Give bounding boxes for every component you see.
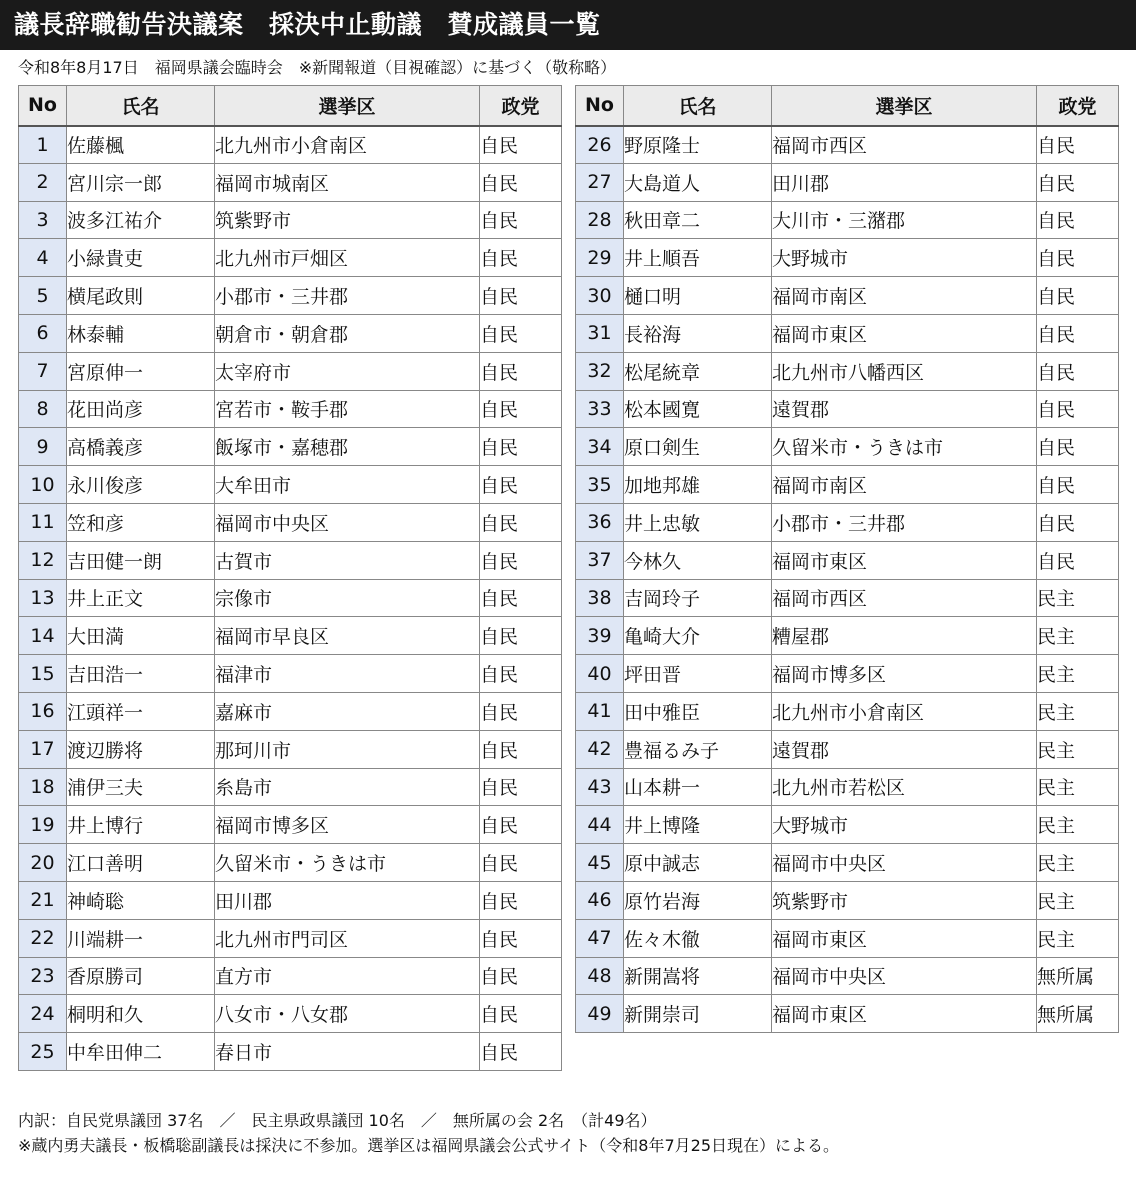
table-row (19, 844, 562, 882)
member-name: 宮原伸一 (67, 352, 215, 390)
member-name: 小緑貴吏 (67, 239, 215, 277)
member-party: 自民 (480, 428, 562, 466)
member-name: 江口善明 (67, 844, 215, 882)
member-district: 北九州市若松区 (772, 768, 1037, 806)
member-party: 自民 (480, 503, 562, 541)
page-title: 議長辞職勧告決議案 採決中止動議 賛成議員一覧 (0, 0, 1136, 50)
column-header-party: 政党 (480, 86, 562, 126)
table-row (19, 201, 562, 239)
member-district: 宗像市 (215, 579, 480, 617)
member-district: 大川市・三潴郡 (772, 201, 1037, 239)
member-number: 39 (576, 617, 624, 655)
member-district: 福岡市中央区 (772, 844, 1037, 882)
member-party: 民主 (1037, 617, 1119, 655)
member-name: 佐藤楓 (67, 126, 215, 164)
member-number: 40 (576, 655, 624, 693)
member-number: 32 (576, 352, 624, 390)
table-row (576, 768, 1119, 806)
member-district: 宮若市・鞍手郡 (215, 390, 480, 428)
table-row (19, 730, 562, 768)
member-party: 自民 (480, 352, 562, 390)
column-header-name: 氏名 (67, 86, 215, 126)
member-district: 福岡市東区 (772, 995, 1037, 1033)
member-party: 民主 (1037, 806, 1119, 844)
table-row (19, 314, 562, 352)
member-party: 自民 (480, 1033, 562, 1071)
member-number: 46 (576, 881, 624, 919)
member-district: 北九州市小倉南区 (215, 126, 480, 164)
table-row (576, 844, 1119, 882)
member-name: 秋田章二 (624, 201, 772, 239)
table-row (19, 1033, 562, 1071)
member-district: 久留米市・うきは市 (772, 428, 1037, 466)
member-number: 33 (576, 390, 624, 428)
member-number: 7 (19, 352, 67, 390)
member-district: 福岡市西区 (772, 126, 1037, 164)
member-party: 自民 (480, 579, 562, 617)
table-row (576, 806, 1119, 844)
member-name: 井上順吾 (624, 239, 772, 277)
member-name: 亀崎大介 (624, 617, 772, 655)
member-number: 9 (19, 428, 67, 466)
member-name: 波多江祐介 (67, 201, 215, 239)
table-row (19, 466, 562, 504)
member-party: 自民 (480, 768, 562, 806)
member-district: 福岡市博多区 (772, 655, 1037, 693)
table-row (19, 277, 562, 315)
table-row (19, 995, 562, 1033)
member-name: 神崎聡 (67, 881, 215, 919)
member-number: 28 (576, 201, 624, 239)
member-number: 1 (19, 126, 67, 164)
roster-table-left (18, 85, 562, 1071)
member-name: 吉岡玲子 (624, 579, 772, 617)
member-name: 坪田晋 (624, 655, 772, 693)
member-name: 原竹岩海 (624, 881, 772, 919)
table-row (576, 579, 1119, 617)
member-number: 21 (19, 881, 67, 919)
member-number: 20 (19, 844, 67, 882)
member-name: 新開崇司 (624, 995, 772, 1033)
member-name: 樋口明 (624, 277, 772, 315)
column-header-district: 選挙区 (772, 86, 1037, 126)
footer-breakdown: 内訳：自民党県議団 37名 ／ 民主県政県議団 10名 ／ 無所属の会 2名 （計49名） (18, 1111, 657, 1130)
member-name: 今林久 (624, 541, 772, 579)
table-row (19, 579, 562, 617)
table-row (576, 995, 1119, 1033)
member-number: 37 (576, 541, 624, 579)
table-row (576, 503, 1119, 541)
table-row (19, 541, 562, 579)
member-district: 大野城市 (772, 239, 1037, 277)
member-district: 太宰府市 (215, 352, 480, 390)
table-row (19, 503, 562, 541)
column-header-name: 氏名 (624, 86, 772, 126)
member-name: 井上博隆 (624, 806, 772, 844)
member-number: 44 (576, 806, 624, 844)
member-name: 香原勝司 (67, 957, 215, 995)
table-row (19, 768, 562, 806)
member-party: 自民 (1037, 466, 1119, 504)
member-number: 45 (576, 844, 624, 882)
member-number: 24 (19, 995, 67, 1033)
member-number: 17 (19, 730, 67, 768)
member-number: 4 (19, 239, 67, 277)
table-row (576, 655, 1119, 693)
member-party: 自民 (480, 126, 562, 164)
page-subtitle: 令和8年8月17日 福岡県議会臨時会 ※新聞報道（目視確認）に基づく（敬称略） (18, 58, 617, 77)
member-party: 自民 (480, 995, 562, 1033)
table-row (576, 163, 1119, 201)
member-district: 福岡市南区 (772, 277, 1037, 315)
member-number: 27 (576, 163, 624, 201)
table-row (19, 692, 562, 730)
member-name: 大田満 (67, 617, 215, 655)
member-district: 古賀市 (215, 541, 480, 579)
member-district: 福岡市東区 (772, 919, 1037, 957)
member-name: 山本耕一 (624, 768, 772, 806)
member-number: 2 (19, 163, 67, 201)
member-party: 自民 (1037, 541, 1119, 579)
member-party: 自民 (1037, 163, 1119, 201)
member-number: 26 (576, 126, 624, 164)
member-number: 43 (576, 768, 624, 806)
member-name: 井上博行 (67, 806, 215, 844)
member-district: 糸島市 (215, 768, 480, 806)
member-name: 横尾政則 (67, 277, 215, 315)
member-district: 福岡市城南区 (215, 163, 480, 201)
table-row (576, 730, 1119, 768)
member-number: 49 (576, 995, 624, 1033)
member-name: 長裕海 (624, 314, 772, 352)
member-number: 14 (19, 617, 67, 655)
member-party: 自民 (480, 806, 562, 844)
member-district: 福津市 (215, 655, 480, 693)
member-number: 42 (576, 730, 624, 768)
member-district: 糟屋郡 (772, 617, 1037, 655)
member-party: 自民 (1037, 428, 1119, 466)
member-party: 民主 (1037, 692, 1119, 730)
table-row (576, 126, 1119, 164)
member-district: 那珂川市 (215, 730, 480, 768)
member-number: 19 (19, 806, 67, 844)
member-district: 春日市 (215, 1033, 480, 1071)
member-party: 自民 (480, 919, 562, 957)
member-party: 民主 (1037, 881, 1119, 919)
member-number: 25 (19, 1033, 67, 1071)
table-row (19, 352, 562, 390)
table-row (576, 314, 1119, 352)
member-name: 吉田健一朗 (67, 541, 215, 579)
member-district: 八女市・八女郡 (215, 995, 480, 1033)
member-name: 加地邦雄 (624, 466, 772, 504)
member-name: 浦伊三夫 (67, 768, 215, 806)
table-row (19, 163, 562, 201)
member-number: 5 (19, 277, 67, 315)
table-row (19, 919, 562, 957)
table-header-row (576, 86, 1119, 126)
member-name: 野原隆士 (624, 126, 772, 164)
member-name: 原中誠志 (624, 844, 772, 882)
member-number: 35 (576, 466, 624, 504)
member-number: 41 (576, 692, 624, 730)
member-number: 15 (19, 655, 67, 693)
member-party: 民主 (1037, 768, 1119, 806)
member-district: 小郡市・三井郡 (215, 277, 480, 315)
member-party: 自民 (480, 730, 562, 768)
member-name: 井上正文 (67, 579, 215, 617)
column-header-district: 選挙区 (215, 86, 480, 126)
member-district: 飯塚市・嘉穂郡 (215, 428, 480, 466)
member-district: 筑紫野市 (772, 881, 1037, 919)
member-district: 福岡市東区 (772, 541, 1037, 579)
column-header-party: 政党 (1037, 86, 1119, 126)
member-district: 大野城市 (772, 806, 1037, 844)
member-party: 自民 (480, 239, 562, 277)
member-name: 吉田浩一 (67, 655, 215, 693)
member-name: 川端耕一 (67, 919, 215, 957)
member-name: 花田尚彦 (67, 390, 215, 428)
member-party: 自民 (1037, 277, 1119, 315)
table-row (19, 126, 562, 164)
member-district: 北九州市八幡西区 (772, 352, 1037, 390)
member-number: 12 (19, 541, 67, 579)
table-row (576, 881, 1119, 919)
table-row (19, 239, 562, 277)
member-party: 自民 (1037, 126, 1119, 164)
table-row (19, 655, 562, 693)
member-district: 北九州市門司区 (215, 919, 480, 957)
member-district: 福岡市中央区 (772, 957, 1037, 995)
member-district: 北九州市戸畑区 (215, 239, 480, 277)
table-row (19, 428, 562, 466)
member-district: 田川郡 (215, 881, 480, 919)
member-number: 36 (576, 503, 624, 541)
table-header-row (19, 86, 562, 126)
member-party: 民主 (1037, 730, 1119, 768)
member-party: 民主 (1037, 655, 1119, 693)
member-district: 福岡市博多区 (215, 806, 480, 844)
member-number: 13 (19, 579, 67, 617)
member-party: 民主 (1037, 579, 1119, 617)
member-district: 筑紫野市 (215, 201, 480, 239)
member-name: 井上忠敏 (624, 503, 772, 541)
member-number: 22 (19, 919, 67, 957)
member-party: 無所属 (1037, 957, 1119, 995)
member-district: 福岡市西区 (772, 579, 1037, 617)
table-row (576, 390, 1119, 428)
member-district: 嘉麻市 (215, 692, 480, 730)
member-number: 16 (19, 692, 67, 730)
member-party: 自民 (1037, 352, 1119, 390)
member-number: 8 (19, 390, 67, 428)
roster-table-right (575, 85, 1119, 1033)
member-district: 朝倉市・朝倉郡 (215, 314, 480, 352)
member-party: 無所属 (1037, 995, 1119, 1033)
member-number: 23 (19, 957, 67, 995)
member-number: 38 (576, 579, 624, 617)
member-name: 松本國寛 (624, 390, 772, 428)
member-number: 48 (576, 957, 624, 995)
member-district: 遠賀郡 (772, 390, 1037, 428)
member-number: 11 (19, 503, 67, 541)
footer-note: ※蔵内勇夫議長・板橋聡副議長は採決に不参加。選挙区は福岡県議会公式サイト（令和8年7月25日現在）による。 (18, 1136, 840, 1155)
table-row (576, 277, 1119, 315)
member-name: 田中雅臣 (624, 692, 772, 730)
member-party: 自民 (480, 541, 562, 579)
member-party: 自民 (1037, 201, 1119, 239)
member-name: 豊福るみ子 (624, 730, 772, 768)
member-district: 北九州市小倉南区 (772, 692, 1037, 730)
member-district: 遠賀郡 (772, 730, 1037, 768)
member-name: 林泰輔 (67, 314, 215, 352)
table-row (19, 617, 562, 655)
member-party: 自民 (480, 957, 562, 995)
member-name: 永川俊彦 (67, 466, 215, 504)
member-number: 31 (576, 314, 624, 352)
member-name: 松尾統章 (624, 352, 772, 390)
member-party: 自民 (1037, 390, 1119, 428)
member-party: 自民 (1037, 239, 1119, 277)
table-row (576, 352, 1119, 390)
member-party: 自民 (480, 844, 562, 882)
column-header-no: No (19, 86, 67, 126)
table-row (576, 617, 1119, 655)
member-number: 34 (576, 428, 624, 466)
table-row (576, 541, 1119, 579)
table-row (576, 239, 1119, 277)
member-district: 小郡市・三井郡 (772, 503, 1037, 541)
member-number: 6 (19, 314, 67, 352)
member-party: 自民 (1037, 314, 1119, 352)
table-row (19, 806, 562, 844)
member-name: 渡辺勝将 (67, 730, 215, 768)
member-district: 福岡市中央区 (215, 503, 480, 541)
table-row (19, 390, 562, 428)
member-party: 自民 (480, 466, 562, 504)
member-district: 田川郡 (772, 163, 1037, 201)
table-row (576, 957, 1119, 995)
table-row (576, 428, 1119, 466)
table-row (576, 201, 1119, 239)
member-number: 10 (19, 466, 67, 504)
member-party: 自民 (480, 163, 562, 201)
member-district: 直方市 (215, 957, 480, 995)
table-row (19, 957, 562, 995)
member-name: 桐明和久 (67, 995, 215, 1033)
member-party: 民主 (1037, 844, 1119, 882)
member-party: 自民 (480, 692, 562, 730)
table-row (576, 692, 1119, 730)
member-district: 大牟田市 (215, 466, 480, 504)
member-district: 福岡市南区 (772, 466, 1037, 504)
member-party: 自民 (480, 881, 562, 919)
member-name: 高橋義彦 (67, 428, 215, 466)
table-row (576, 919, 1119, 957)
member-party: 自民 (480, 277, 562, 315)
member-party: 自民 (480, 617, 562, 655)
member-name: 笠和彦 (67, 503, 215, 541)
member-party: 自民 (480, 314, 562, 352)
member-name: 大島道人 (624, 163, 772, 201)
column-header-no: No (576, 86, 624, 126)
member-party: 自民 (480, 655, 562, 693)
member-district: 福岡市東区 (772, 314, 1037, 352)
member-name: 江頭祥一 (67, 692, 215, 730)
table-row (19, 881, 562, 919)
member-party: 自民 (480, 390, 562, 428)
member-name: 新開嵩将 (624, 957, 772, 995)
member-party: 民主 (1037, 919, 1119, 957)
member-name: 原口剣生 (624, 428, 772, 466)
member-name: 中牟田伸二 (67, 1033, 215, 1071)
member-number: 29 (576, 239, 624, 277)
member-number: 18 (19, 768, 67, 806)
member-district: 福岡市早良区 (215, 617, 480, 655)
member-name: 佐々木徹 (624, 919, 772, 957)
member-district: 久留米市・うきは市 (215, 844, 480, 882)
member-party: 自民 (480, 201, 562, 239)
member-number: 3 (19, 201, 67, 239)
member-name: 宮川宗一郎 (67, 163, 215, 201)
member-number: 30 (576, 277, 624, 315)
table-row (576, 466, 1119, 504)
member-party: 自民 (1037, 503, 1119, 541)
member-number: 47 (576, 919, 624, 957)
